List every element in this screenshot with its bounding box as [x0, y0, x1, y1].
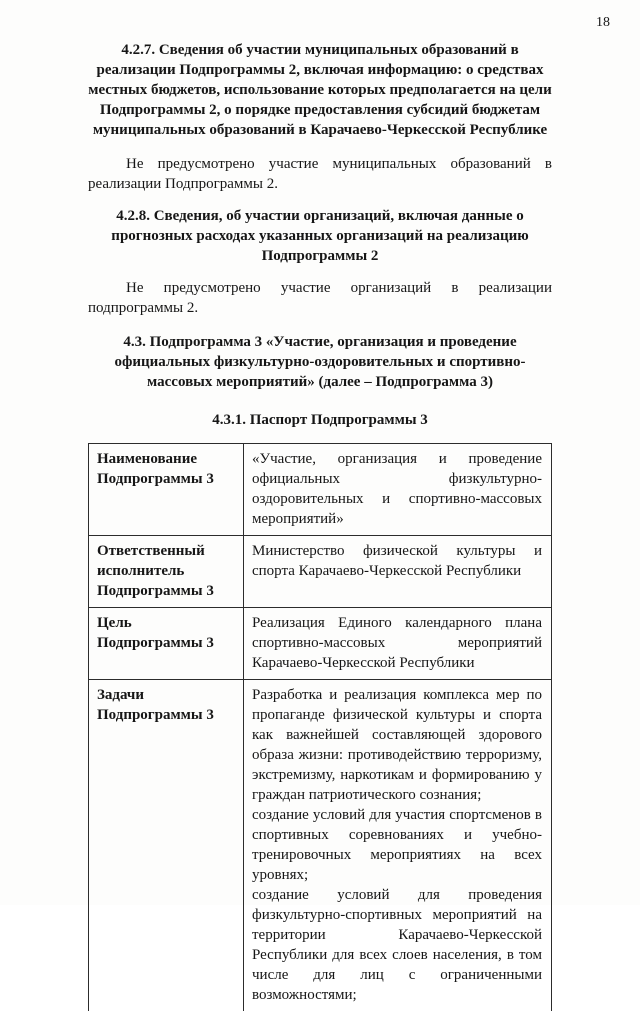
- table-row-goal: [89, 608, 552, 680]
- paragraph-4-2-7: Не предусмотрено участие муниципальных образований в реализации Подпрограммы 2.: [88, 154, 552, 194]
- table-row-label: Задачи Подпрограммы 3: [89, 680, 244, 1011]
- table-row-label: Ответственный исполнитель Подпрограммы 3: [89, 536, 244, 608]
- table-row-label: Цель Подпрограммы 3: [89, 608, 244, 680]
- table-row-value: Реализация Единого календарного плана спортивно-массовых мероприятий Карачаево-Черкесской Республики: [244, 608, 552, 680]
- heading-4-2-7: 4.2.7. Сведения об участии муниципальных образований в реализации Подпрограммы 2, включая информацию: о средствах местных бюджетов, использование которых предполагается на цели Подпрограммы 2, о порядке предоставления субсидий бюджетам муниципальных образований в Карачаево-Черкесской Республике: [88, 40, 552, 140]
- heading-4-3-1: 4.3.1. Паспорт Подпрограммы 3: [88, 410, 552, 430]
- table-row-tasks: [89, 680, 552, 1011]
- table-row-value: «Участие, организация и проведение официальных физкультурно-оздоровительных и спортивно-массовых мероприятий»: [244, 444, 552, 536]
- paragraph-4-2-8: Не предусмотрено участие организаций в реализации подпрограммы 2.: [88, 278, 552, 318]
- heading-4-3: 4.3. Подпрограмма 3 «Участие, организация и проведение официальных физкультурно-оздоровительных и спортивно-массовых мероприятий» (далее – Подпрограмма 3): [88, 332, 552, 392]
- page-number: 18: [596, 14, 610, 32]
- heading-4-2-8: 4.2.8. Сведения, об участии организаций, включая данные о прогнозных расходах указанных организаций на реализацию Подпрограммы 2: [88, 206, 552, 266]
- table-row-value: Разработка и реализация комплекса мер по пропаганде физической культуры и спорта как важнейшей составляющей здорового образа жизни: противодействию терроризму, экстремизму, наркотикам и формированию у граждан патриотического сознания; создание условий для участия спортсменов в спортивных соревнованиях и учебно-тренировочных мероприятиях на всех уровнях; создание условий для проведения физкультурно-спортивных мероприятий на территории Карачаево-Черкесской Республики для всех слоев населения, в том числе для лиц с ограниченными возможностями;: [244, 680, 552, 1011]
- table-row-label: Наименование Подпрограммы 3: [89, 444, 244, 536]
- passport-table: [88, 443, 552, 1011]
- table-row-executor: [89, 536, 552, 608]
- table-row-name: [89, 444, 552, 536]
- table-row-value: Министерство физической культуры и спорта Карачаево-Черкесской Республики: [244, 536, 552, 608]
